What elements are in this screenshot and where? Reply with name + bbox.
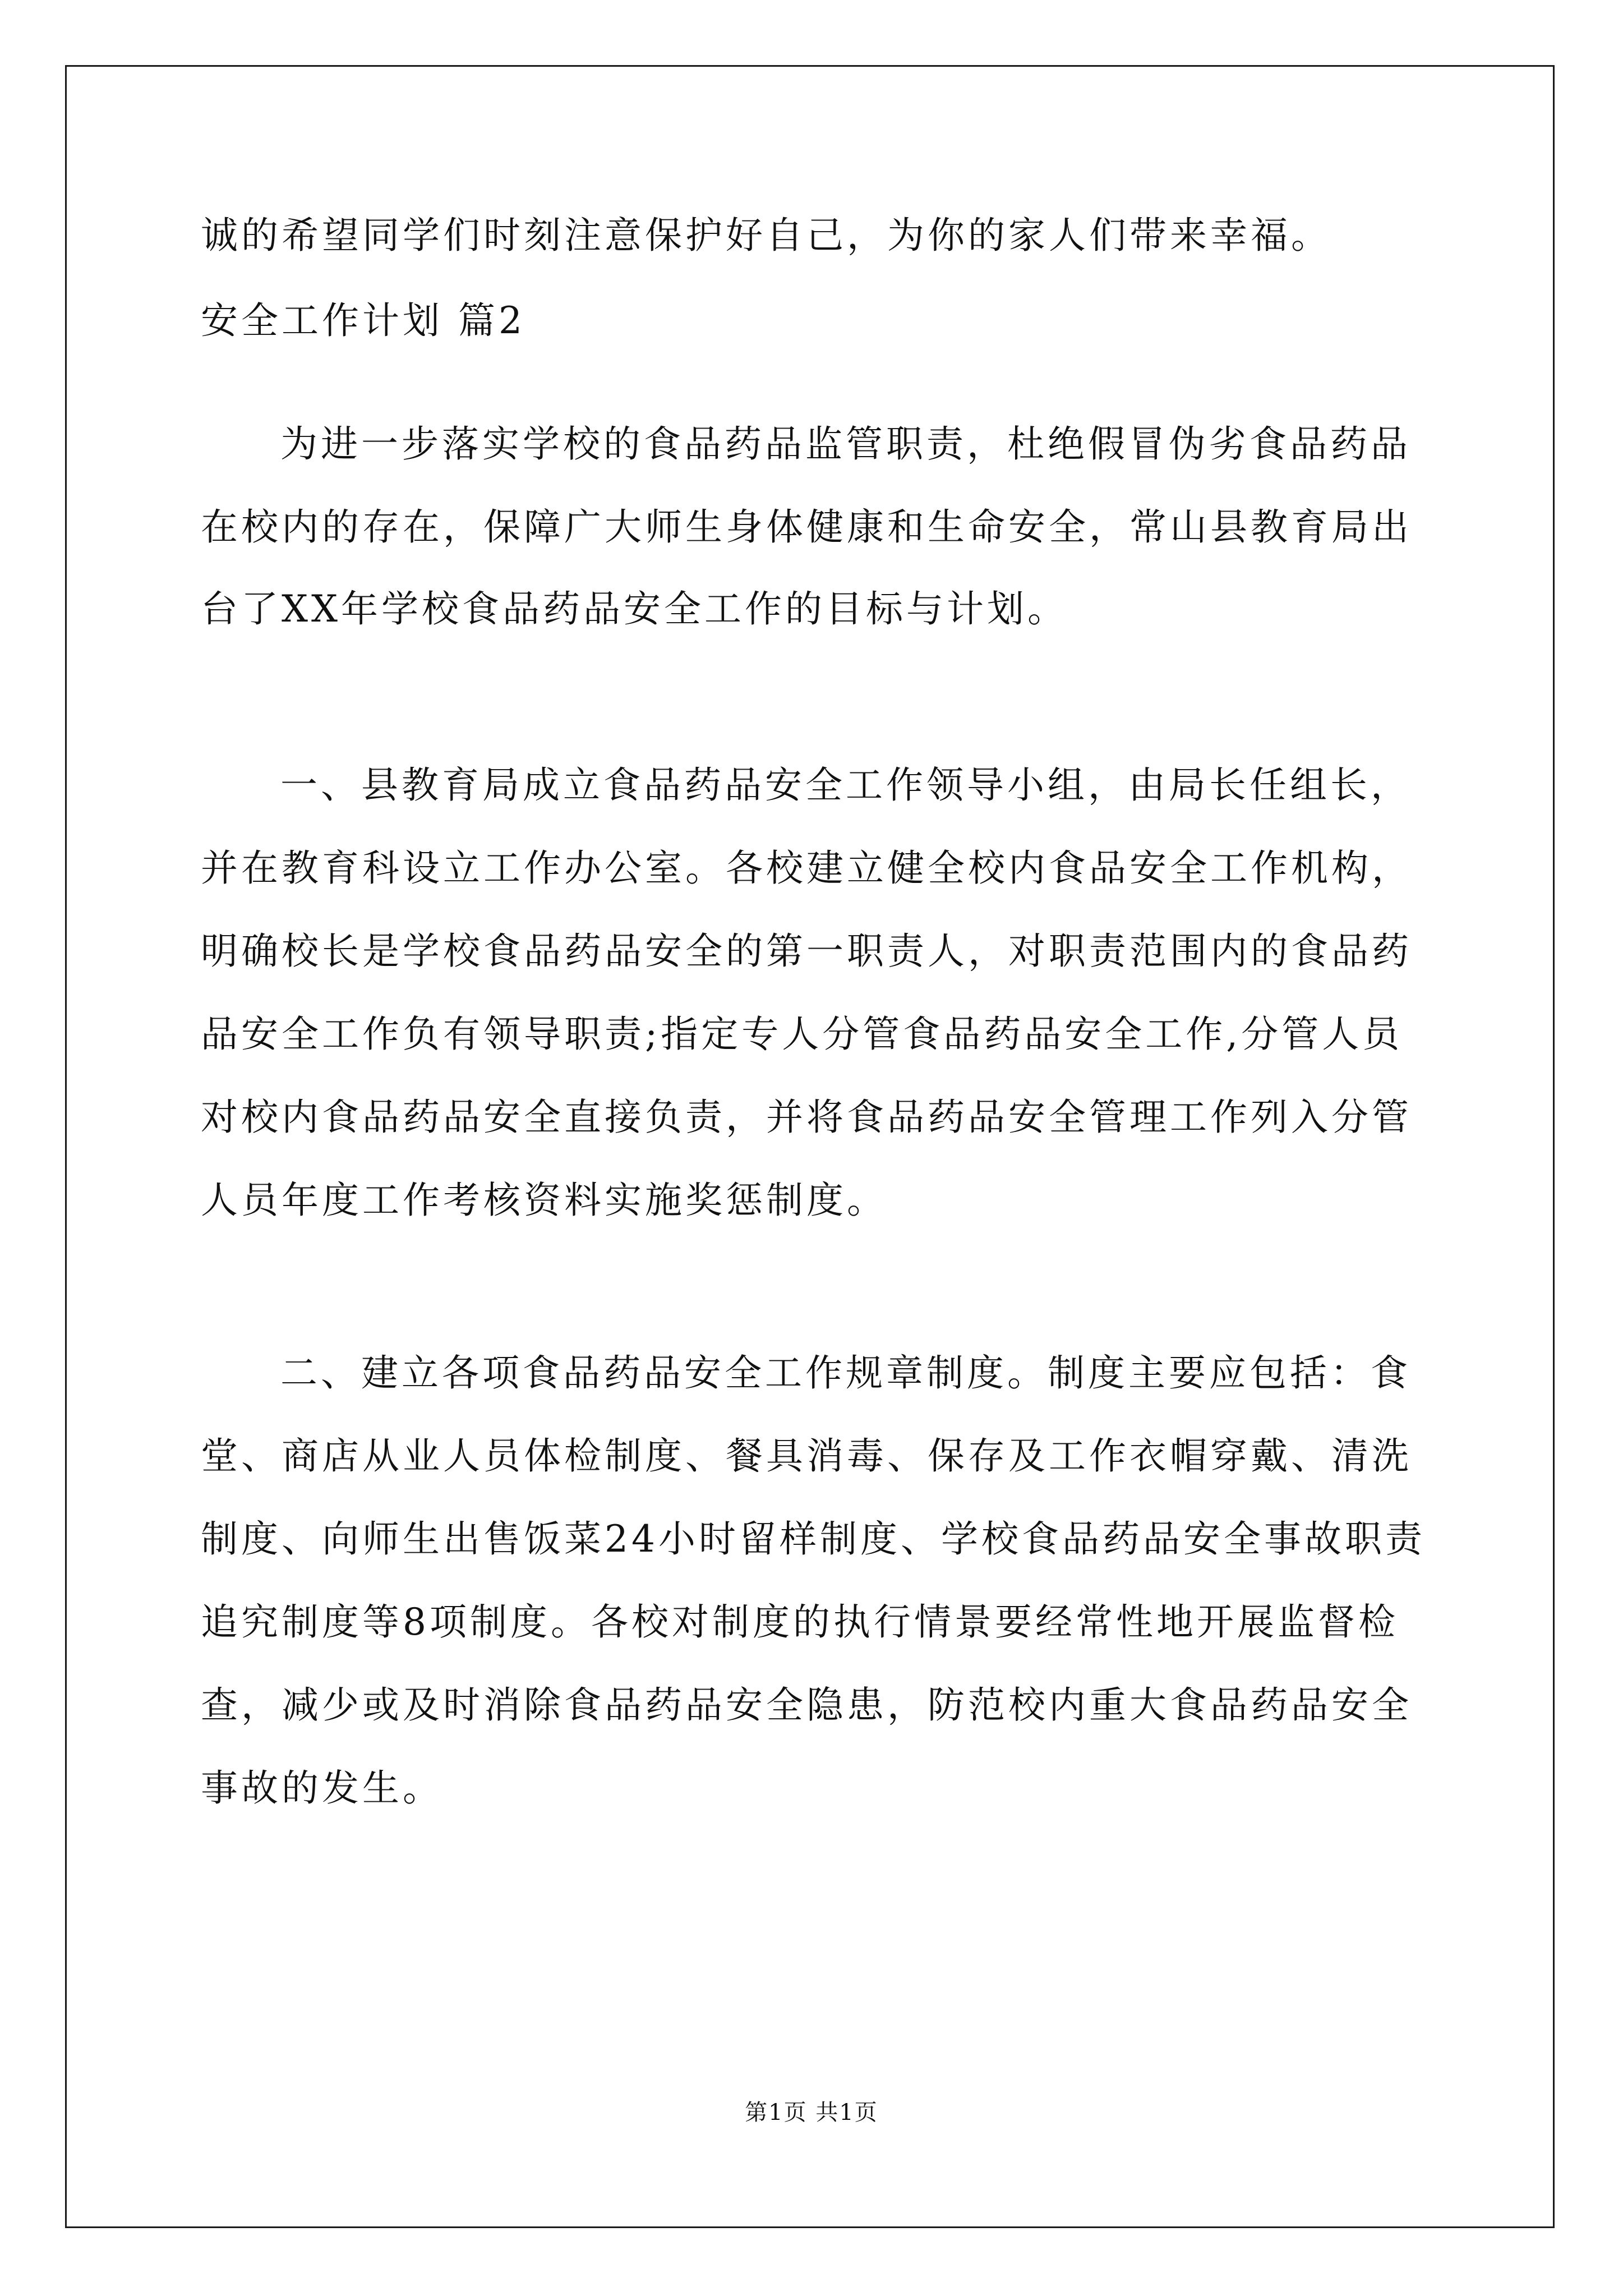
- body-text-line: 二、建立各项食品药品安全工作规章制度。制度主要应包括：食: [280, 1351, 1411, 1395]
- body-text-line: 台了XX年学校食品药品安全工作的目标与计划。: [201, 587, 1068, 631]
- body-text-line: 为进一步落实学校的食品药品监管职责，杜绝假冒伪劣食品药品: [280, 422, 1411, 466]
- body-text-line: 一、县教育局成立食品药品安全工作领导小组，由局长任组长，: [280, 763, 1411, 807]
- body-text-line: 诚的希望同学们时刻注意保护好自己，为你的家人们带来幸福。: [201, 214, 1331, 257]
- body-text-line: 制度、向师生出售饭菜24小时留样制度、学校食品药品安全事故职责: [201, 1517, 1426, 1561]
- page-number: 第1页 共1页: [745, 2100, 878, 2125]
- body-text-line: 品安全工作负有领导职责;指定专人分管食品药品安全工作,分管人员: [201, 1013, 1403, 1056]
- body-text-line: 查，减少或及时消除食品药品安全隐患，防范校内重大食品药品安全: [201, 1683, 1412, 1727]
- section-heading: 安全工作计划 篇2: [201, 299, 525, 342]
- body-text-line: 追究制度等8项制度。各校对制度的执行情景要经常性地开展监督检: [201, 1600, 1399, 1644]
- body-text-line: 并在教育科设立工作办公室。各校建立健全校内食品安全工作机构，: [201, 846, 1412, 890]
- body-text-line: 在校内的存在，保障广大师生身体健康和生命安全，常山县教育局出: [201, 505, 1412, 549]
- body-text-line: 人员年度工作考核资料实施奖惩制度。: [201, 1179, 887, 1222]
- body-text-line: 事故的发生。: [201, 1766, 443, 1810]
- body-text-line: 明确校长是学校食品药品安全的第一职责人，对职责范围内的食品药: [201, 930, 1412, 973]
- body-text-line: 堂、商店从业人员体检制度、餐具消毒、保存及工作衣帽穿戴、清洗: [201, 1434, 1412, 1478]
- body-text-line: 对校内食品药品安全直接负责，并将食品药品安全管理工作列入分管: [201, 1096, 1412, 1139]
- page-border: [65, 65, 1555, 2228]
